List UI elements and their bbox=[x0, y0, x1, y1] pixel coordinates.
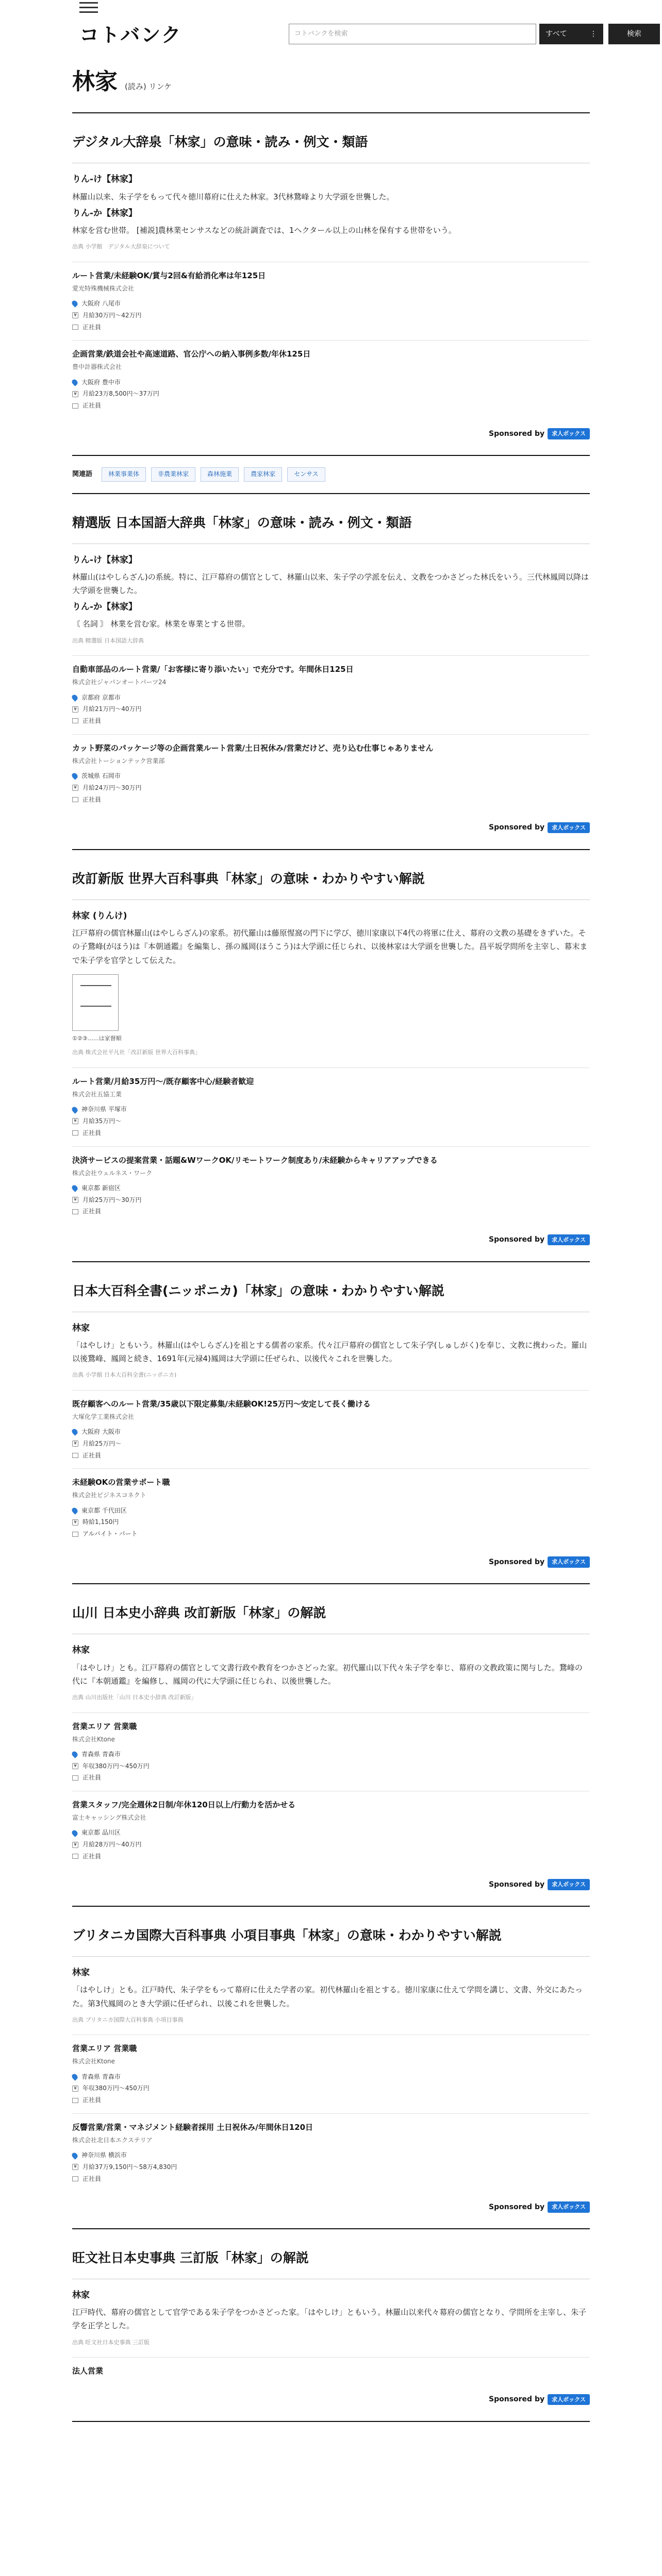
yen-icon: ¥ bbox=[72, 1197, 78, 1203]
definition-text: 林羅山以来、朱子学をもって代々徳川幕府に仕えた林家。3代林鵞峰より大学頭を世襲した。 bbox=[72, 192, 394, 201]
job-listings bbox=[72, 2035, 590, 2192]
job-salary-row bbox=[72, 782, 590, 794]
related-tag[interactable]: 非農業林家 bbox=[151, 467, 195, 481]
sponsor-logo[interactable]: 求人ボックス bbox=[548, 1556, 590, 1568]
dictionary-section bbox=[72, 1584, 590, 1907]
job-type: 正社員 bbox=[82, 1853, 102, 1860]
employment-icon bbox=[72, 1130, 78, 1136]
sponsor-text: Sponsored by bbox=[489, 1880, 545, 1889]
location-pin-icon bbox=[71, 1750, 79, 1758]
job-location: 大阪府 豊中市 bbox=[81, 378, 121, 386]
job-meta bbox=[72, 1426, 590, 1461]
job-company: 株式会社五協工業 bbox=[72, 1090, 122, 1098]
sponsor-line bbox=[72, 2394, 590, 2405]
job-listing[interactable] bbox=[72, 2035, 590, 2113]
job-meta bbox=[72, 1505, 590, 1540]
job-company: 富士キャッシング株式会社 bbox=[72, 1814, 146, 1822]
location-pin-icon bbox=[71, 772, 79, 781]
job-title[interactable]: 営業スタッフ/完全週休2日制/年休120日以上/行動力を活かせる bbox=[72, 1800, 296, 1810]
definition-text: 「はやしけ」とも。江戸時代、朱子学をもって幕府に仕えた学者の家。初代林羅山を祖とする。徳川家康に仕えて学問を講じ、文書、外交にあたった。第3代鳳岡のとき大学頭に任ぜられ、以後これを世襲した。 bbox=[72, 1985, 583, 2008]
job-type-row bbox=[72, 794, 590, 806]
related-tag[interactable]: 森林施業 bbox=[201, 467, 239, 481]
job-salary: 月給25万円〜30万円 bbox=[82, 1196, 142, 1204]
sponsor-line bbox=[72, 428, 590, 439]
dictionary-section bbox=[72, 850, 590, 1262]
job-type: 正社員 bbox=[82, 2096, 102, 2104]
sponsor-line bbox=[72, 1556, 590, 1568]
job-listings bbox=[72, 2357, 590, 2384]
job-company: 株式会社Ktone bbox=[72, 2058, 115, 2065]
dictionary-title[interactable]: 日本大百科全書(ニッポニカ)「林家」の意味・わかりやすい解説 bbox=[72, 1283, 444, 1298]
job-type-row bbox=[72, 400, 590, 412]
yen-icon: ¥ bbox=[72, 1763, 78, 1769]
job-salary-row bbox=[72, 1516, 590, 1528]
job-listings bbox=[72, 262, 590, 419]
job-meta bbox=[72, 692, 590, 727]
job-meta bbox=[72, 1749, 590, 1784]
sponsor-text: Sponsored by bbox=[489, 430, 545, 438]
job-title[interactable]: 自動車部品のルート営業/「お客様に寄り添いたい」で充分です。年間休日125日 bbox=[72, 665, 354, 674]
job-title[interactable]: 未経験OKの営業サポート職 bbox=[72, 1478, 170, 1487]
divider bbox=[72, 1956, 590, 1957]
job-listings bbox=[72, 1067, 590, 1225]
related-tag[interactable]: センサス bbox=[287, 467, 325, 481]
source-note: 出典 小学館 日本大百科全書(ニッポニカ) bbox=[72, 1371, 177, 1379]
job-type: アルバイト・パート bbox=[82, 1530, 138, 1538]
employment-icon bbox=[72, 718, 78, 723]
job-location-row bbox=[72, 1426, 590, 1438]
location-pin-icon bbox=[71, 2151, 79, 2160]
job-salary: 時給1,150円 bbox=[82, 1518, 119, 1526]
job-meta bbox=[72, 770, 590, 805]
sponsor-logo[interactable]: 求人ボックス bbox=[548, 1879, 590, 1890]
yen-icon: ¥ bbox=[72, 706, 78, 713]
job-type-row bbox=[72, 2094, 590, 2106]
yen-icon: ¥ bbox=[72, 785, 78, 791]
job-salary-row bbox=[72, 388, 590, 400]
job-type-row bbox=[72, 1772, 590, 1784]
yen-icon: ¥ bbox=[72, 1842, 78, 1848]
employment-icon bbox=[72, 1209, 78, 1214]
sponsor-logo[interactable]: 求人ボックス bbox=[548, 2394, 590, 2405]
job-meta bbox=[72, 377, 590, 412]
job-company: 株式会社北日本エクステリア bbox=[72, 2137, 153, 2144]
definition-text: 江戸幕府の儒官林羅山(はやしらざん)の家系。初代羅山は藤原惺窩の門下に学び、徳川家康以下4代の将軍に仕え、幕府の文教の基礎をきずいた。その子鵞峰(がほう)は『本朝通鑑』を編集し、孫の鳳岡(ほうこう)は大学頭に任じられ、以後林家は大学頭を世襲した。昌平坂学問所を主宰し、幕末まで朱子学を官学として伝えた。 bbox=[72, 928, 588, 965]
job-title[interactable]: ルート営業/未経験OK/賞与2回&有給消化率は年125日 bbox=[72, 270, 266, 280]
employment-icon bbox=[72, 1775, 78, 1781]
job-salary: 月給35万円〜 bbox=[82, 1117, 122, 1125]
job-location: 青森県 青森市 bbox=[81, 1750, 121, 1758]
dictionary-title[interactable]: 旺文社日本史事典 三訂版「林家」の解説 bbox=[72, 2250, 309, 2266]
sponsor-logo[interactable]: 求人ボックス bbox=[548, 822, 590, 834]
job-meta bbox=[72, 2149, 590, 2184]
job-meta bbox=[72, 1182, 590, 1217]
source-note: 出典 旺文社日本史事典 三訂版 bbox=[72, 2338, 150, 2346]
chevron-down-icon: ⋮ bbox=[590, 29, 597, 38]
job-type-row bbox=[72, 321, 590, 333]
location-pin-icon bbox=[71, 378, 79, 386]
job-salary: 月給25万円〜 bbox=[82, 1439, 122, 1447]
job-listings bbox=[72, 1390, 590, 1547]
headword: 林家 bbox=[72, 2290, 90, 2301]
job-company: 愛光特殊機械株式会社 bbox=[72, 284, 135, 292]
yen-icon: ¥ bbox=[72, 312, 78, 318]
source-note: 出典 精選版 日本国語大辞典 bbox=[72, 637, 144, 644]
job-listing[interactable] bbox=[72, 655, 590, 734]
employment-icon bbox=[72, 2176, 78, 2181]
related-terms bbox=[72, 456, 590, 494]
yen-icon: ¥ bbox=[72, 1519, 78, 1526]
sponsor-text: Sponsored by bbox=[489, 1235, 545, 1244]
job-location: 神奈川県 横浜市 bbox=[81, 2151, 127, 2159]
search-scope-select[interactable] bbox=[539, 24, 603, 44]
headword: 林家 (りんけ) bbox=[72, 910, 127, 921]
job-type-row bbox=[72, 1206, 590, 1217]
employment-icon bbox=[72, 1532, 78, 1537]
dictionary-title[interactable]: 改訂新版 世界大百科事典「林家」の意味・わかりやすい解説 bbox=[72, 871, 425, 886]
job-type: 正社員 bbox=[82, 1208, 102, 1215]
sponsor-text: Sponsored by bbox=[489, 1557, 545, 1566]
job-type-row bbox=[72, 1528, 590, 1540]
headword: りん‐か【林家】 bbox=[72, 602, 138, 613]
job-company: 株式会社Ktone bbox=[72, 1735, 115, 1743]
job-type-row bbox=[72, 2173, 590, 2185]
definition-text: 〘 名詞 〙 林業を営む家。林業を専業とする世帯。 bbox=[72, 619, 250, 629]
job-salary-row bbox=[72, 310, 590, 321]
definition-text: 「はやしけ」ともいう。林羅山(はやしらざん)を祖とする儒者の家系。代々江戸幕府の儒官として朱子学(しゅしがく)を奉じ、文教に携わった。羅山以後鵞峰、鳳岡と続き、1691年(元禄4)鳳岡は大学頭に任ぜられ、以後代々これを世襲した。 bbox=[72, 1340, 587, 1363]
job-listing[interactable] bbox=[72, 1146, 590, 1225]
employment-icon bbox=[72, 1854, 78, 1859]
job-location: 茨城県 石岡市 bbox=[81, 772, 121, 780]
definition-text: 「はやしけ」とも。江戸幕府の儒官として文書行政や教育をつかさどった家。初代羅山以下代々朱子学を奉じ、幕府の文教政策に関与した。鵞峰の代に『本朝通鑑』を編修し、鳳岡の代に大学頭に任じられ、以後世襲した。 bbox=[72, 1663, 583, 1686]
sponsor-text: Sponsored by bbox=[489, 823, 545, 832]
figure-caption: ①②③……は家督順 bbox=[72, 1035, 122, 1042]
employment-icon bbox=[72, 797, 78, 802]
job-location-row bbox=[72, 692, 590, 704]
job-type: 正社員 bbox=[82, 323, 102, 331]
job-type: 正社員 bbox=[82, 1129, 102, 1137]
source-note: 出典 山川出版社「山川 日本史小辞典 改訂新版」 bbox=[72, 1694, 197, 1701]
job-type: 正社員 bbox=[82, 2175, 102, 2182]
job-listing[interactable] bbox=[72, 2357, 590, 2384]
job-type-row bbox=[72, 1450, 590, 1462]
search-button[interactable]: 検索 bbox=[608, 24, 660, 44]
job-salary-row bbox=[72, 2161, 590, 2173]
job-type: 正社員 bbox=[82, 402, 102, 410]
source-note: 出典 株式会社平凡社「改訂新版 世界大百科事典」 bbox=[72, 1049, 201, 1056]
job-title[interactable]: 企画営業/鉄道会社や高速道路、官公庁への納入事例多数/年休125日 bbox=[72, 349, 311, 359]
job-location: 大阪府 大阪市 bbox=[81, 1428, 121, 1435]
job-salary-row bbox=[72, 1438, 590, 1450]
job-salary-row bbox=[72, 1760, 590, 1772]
sponsor-line bbox=[72, 1879, 590, 1890]
related-tag[interactable]: 農家林家 bbox=[244, 467, 282, 481]
job-location-row bbox=[72, 1505, 590, 1517]
entry-title: 林家 bbox=[72, 69, 118, 95]
yen-icon: ¥ bbox=[72, 1118, 78, 1124]
job-title[interactable]: ルート営業/月給35万円〜/既存顧客中心/経験者歓迎 bbox=[72, 1076, 254, 1086]
location-pin-icon bbox=[71, 1506, 79, 1515]
sponsor-line bbox=[72, 2201, 590, 2213]
related-tag[interactable]: 林業事業体 bbox=[102, 467, 146, 481]
job-listing[interactable] bbox=[72, 1713, 590, 1791]
source-note: 出典 ブリタニカ国際大百科事典 小項目事典 bbox=[72, 2016, 184, 2023]
job-location: 神奈川県 平塚市 bbox=[81, 1106, 127, 1113]
search-input[interactable]: コトバンクを検索 bbox=[289, 24, 536, 44]
definition-text: 林羅山(はやしらざん)の系統。特に、江戸幕府の儒官として、林羅山以来、朱子学の学派を伝え、文教をつかさどった林氏をいう。三代林鳳岡以降は大学頭を世襲した。 bbox=[72, 572, 589, 596]
job-type-row bbox=[72, 1851, 590, 1862]
job-company: 豊中計器株式会社 bbox=[72, 363, 122, 371]
yen-icon: ¥ bbox=[72, 391, 78, 397]
location-pin-icon bbox=[71, 1184, 79, 1192]
headword: りん‐か【林家】 bbox=[72, 208, 138, 218]
figure-line bbox=[80, 985, 111, 986]
dictionary-sections bbox=[72, 113, 590, 2421]
header bbox=[72, 0, 641, 52]
job-location-row bbox=[72, 377, 590, 388]
job-meta bbox=[72, 1827, 590, 1862]
job-salary: 月給23万8,500円〜37万円 bbox=[82, 390, 159, 398]
dictionary-title[interactable]: ブリタニカ国際大百科事典 小項目事典「林家」の意味・わかりやすい解説 bbox=[72, 1928, 502, 1943]
job-location-row bbox=[72, 1104, 590, 1115]
job-location: 東京都 品川区 bbox=[81, 1829, 121, 1837]
job-company: 株式会社トーションテック営業部 bbox=[72, 757, 165, 765]
headword: りん‐け【林家】 bbox=[72, 174, 138, 185]
job-listing[interactable] bbox=[72, 262, 590, 341]
job-location: 東京都 新宿区 bbox=[81, 1184, 121, 1192]
job-type: 正社員 bbox=[82, 1451, 102, 1459]
job-company: 株式会社ウェルネス・ワーク bbox=[72, 1169, 153, 1177]
dictionary-title[interactable]: 精選版 日本国語大辞典「林家」の意味・読み・例文・類語 bbox=[72, 515, 412, 530]
job-location: 大阪府 八尾市 bbox=[81, 300, 121, 308]
job-salary: 月給30万円〜42万円 bbox=[82, 311, 142, 319]
job-listing[interactable] bbox=[72, 1067, 590, 1146]
job-type: 正社員 bbox=[82, 1774, 102, 1782]
menu-icon[interactable] bbox=[79, 2, 98, 14]
job-meta bbox=[72, 2071, 590, 2106]
job-type: 正社員 bbox=[82, 717, 102, 725]
headword: 林家 bbox=[72, 1968, 90, 1978]
job-title[interactable]: 既存顧客へのルート営業/35歳以下限定募集/未経験OK!25万円〜安定して長く働ける bbox=[72, 1399, 371, 1409]
location-pin-icon bbox=[71, 2073, 79, 2081]
dictionary-section bbox=[72, 1262, 590, 1585]
family-tree-figure[interactable] bbox=[72, 974, 119, 1031]
job-type-row bbox=[72, 1127, 590, 1139]
dictionary-section bbox=[72, 1907, 590, 2229]
job-location: 京都府 京都市 bbox=[81, 693, 121, 701]
job-listing[interactable] bbox=[72, 1791, 590, 1870]
job-listings bbox=[72, 655, 590, 812]
job-salary-row bbox=[72, 1839, 590, 1851]
job-salary: 月給24万円〜30万円 bbox=[82, 784, 142, 791]
job-type: 正社員 bbox=[82, 795, 102, 803]
job-location: 青森県 青森市 bbox=[81, 2073, 121, 2080]
job-listings bbox=[72, 1713, 590, 1870]
job-title[interactable]: 法人営業 bbox=[72, 2366, 104, 2376]
entry-reading: (読み) リンケ bbox=[125, 82, 172, 91]
sponsor-text: Sponsored by bbox=[489, 2395, 545, 2404]
job-location: 東京都 千代田区 bbox=[81, 1506, 127, 1514]
job-meta bbox=[72, 298, 590, 333]
job-salary-row bbox=[72, 703, 590, 715]
sponsor-line bbox=[72, 1234, 590, 1245]
sponsor-logo[interactable]: 求人ボックス bbox=[548, 428, 590, 439]
job-salary-row bbox=[72, 2082, 590, 2094]
yen-icon: ¥ bbox=[72, 2164, 78, 2170]
job-company: 株式会社ジャパンオートパーツ24 bbox=[72, 679, 167, 686]
sponsor-logo[interactable]: 求人ボックス bbox=[548, 1234, 590, 1246]
yen-icon: ¥ bbox=[72, 2086, 78, 2092]
job-title[interactable]: 営業エリア 営業職 bbox=[72, 1721, 137, 1731]
job-listing[interactable] bbox=[72, 2113, 590, 2192]
job-salary: 年収380万円〜450万円 bbox=[82, 2084, 150, 2092]
employment-icon bbox=[72, 403, 78, 409]
job-location-row bbox=[72, 2071, 590, 2083]
job-meta bbox=[72, 1104, 590, 1139]
job-listing[interactable] bbox=[72, 1468, 590, 1547]
job-salary: 月給21万円〜40万円 bbox=[82, 705, 142, 713]
job-salary-row bbox=[72, 1194, 590, 1206]
job-company: 株式会社ビジネスコネクト bbox=[72, 1492, 146, 1499]
sponsor-line bbox=[72, 822, 590, 833]
job-title[interactable]: カット野菜のパッケージ等の企画営業ルート営業/土日祝休み/営業だけど、売り込む仕事じゃありません bbox=[72, 743, 434, 753]
job-location-row bbox=[72, 1182, 590, 1194]
dictionary-section bbox=[72, 113, 590, 456]
headword: 林家 bbox=[72, 1323, 90, 1333]
dictionary-title[interactable]: デジタル大辞泉「林家」の意味・読み・例文・類語 bbox=[72, 134, 368, 150]
location-pin-icon bbox=[71, 693, 79, 702]
job-type-row bbox=[72, 715, 590, 727]
figure-line bbox=[80, 1006, 111, 1007]
employment-icon bbox=[72, 2098, 78, 2103]
dictionary-section bbox=[72, 494, 590, 850]
job-salary: 月給28万円〜40万円 bbox=[82, 1841, 142, 1849]
related-label: 関連語 bbox=[72, 470, 93, 478]
dictionary-title[interactable]: 山川 日本史小辞典 改訂新版「林家」の解説 bbox=[72, 1605, 326, 1621]
employment-icon bbox=[72, 325, 78, 330]
location-pin-icon bbox=[71, 1829, 79, 1837]
entry-header bbox=[72, 64, 590, 100]
job-title[interactable]: 決済サービスの提案営業・話題&WワークOK/リモートワーク制度あり/未経験からキャリアアップできる bbox=[72, 1155, 438, 1165]
job-company: 大塚化学工業株式会社 bbox=[72, 1413, 135, 1420]
sponsor-logo[interactable]: 求人ボックス bbox=[548, 2201, 590, 2213]
location-pin-icon bbox=[71, 1428, 79, 1436]
job-location-row bbox=[72, 2149, 590, 2161]
location-pin-icon bbox=[71, 1106, 79, 1114]
site-logo[interactable]: コトバンク bbox=[79, 24, 182, 46]
job-location-row bbox=[72, 298, 590, 310]
headword: りん‐け【林家】 bbox=[72, 554, 138, 565]
job-location-row bbox=[72, 770, 590, 782]
job-title[interactable]: 営業エリア 営業職 bbox=[72, 2044, 137, 2054]
job-listing[interactable] bbox=[72, 1390, 590, 1469]
definition-text: 林家を営む世帯。 [補説]農林業センサスなどの統計調査では、1ヘクタール以上の山林を保有する世帯をいう。 bbox=[72, 226, 456, 235]
search-scope-label: すべて bbox=[545, 29, 567, 38]
definition-text: 江戸時代、幕府の儒官として官学である朱子学をつかさどった家。「はやしけ」ともいう。林羅山以来代々幕府の儒官となり、学問所を主宰し、朱子学を正学とした。 bbox=[72, 2308, 587, 2331]
source-note: 出典 小学館 デジタル大辞泉について bbox=[72, 243, 170, 250]
sponsor-text: Sponsored by bbox=[489, 2202, 545, 2211]
job-salary: 月給37万9,150円〜58万4,830円 bbox=[82, 2163, 177, 2171]
headword: 林家 bbox=[72, 1645, 90, 1656]
dictionary-section bbox=[72, 2229, 590, 2422]
job-listing[interactable] bbox=[72, 734, 590, 813]
job-listing[interactable] bbox=[72, 340, 590, 419]
job-location-row bbox=[72, 1749, 590, 1760]
job-location-row bbox=[72, 1827, 590, 1839]
job-salary-row bbox=[72, 1115, 590, 1127]
job-salary: 年収380万円〜450万円 bbox=[82, 1762, 150, 1770]
employment-icon bbox=[72, 1453, 78, 1458]
yen-icon: ¥ bbox=[72, 1440, 78, 1447]
job-title[interactable]: 反響営業/営業・マネジメント経験者採用 土日祝休み/年間休日120日 bbox=[72, 2123, 313, 2132]
location-pin-icon bbox=[71, 300, 79, 308]
